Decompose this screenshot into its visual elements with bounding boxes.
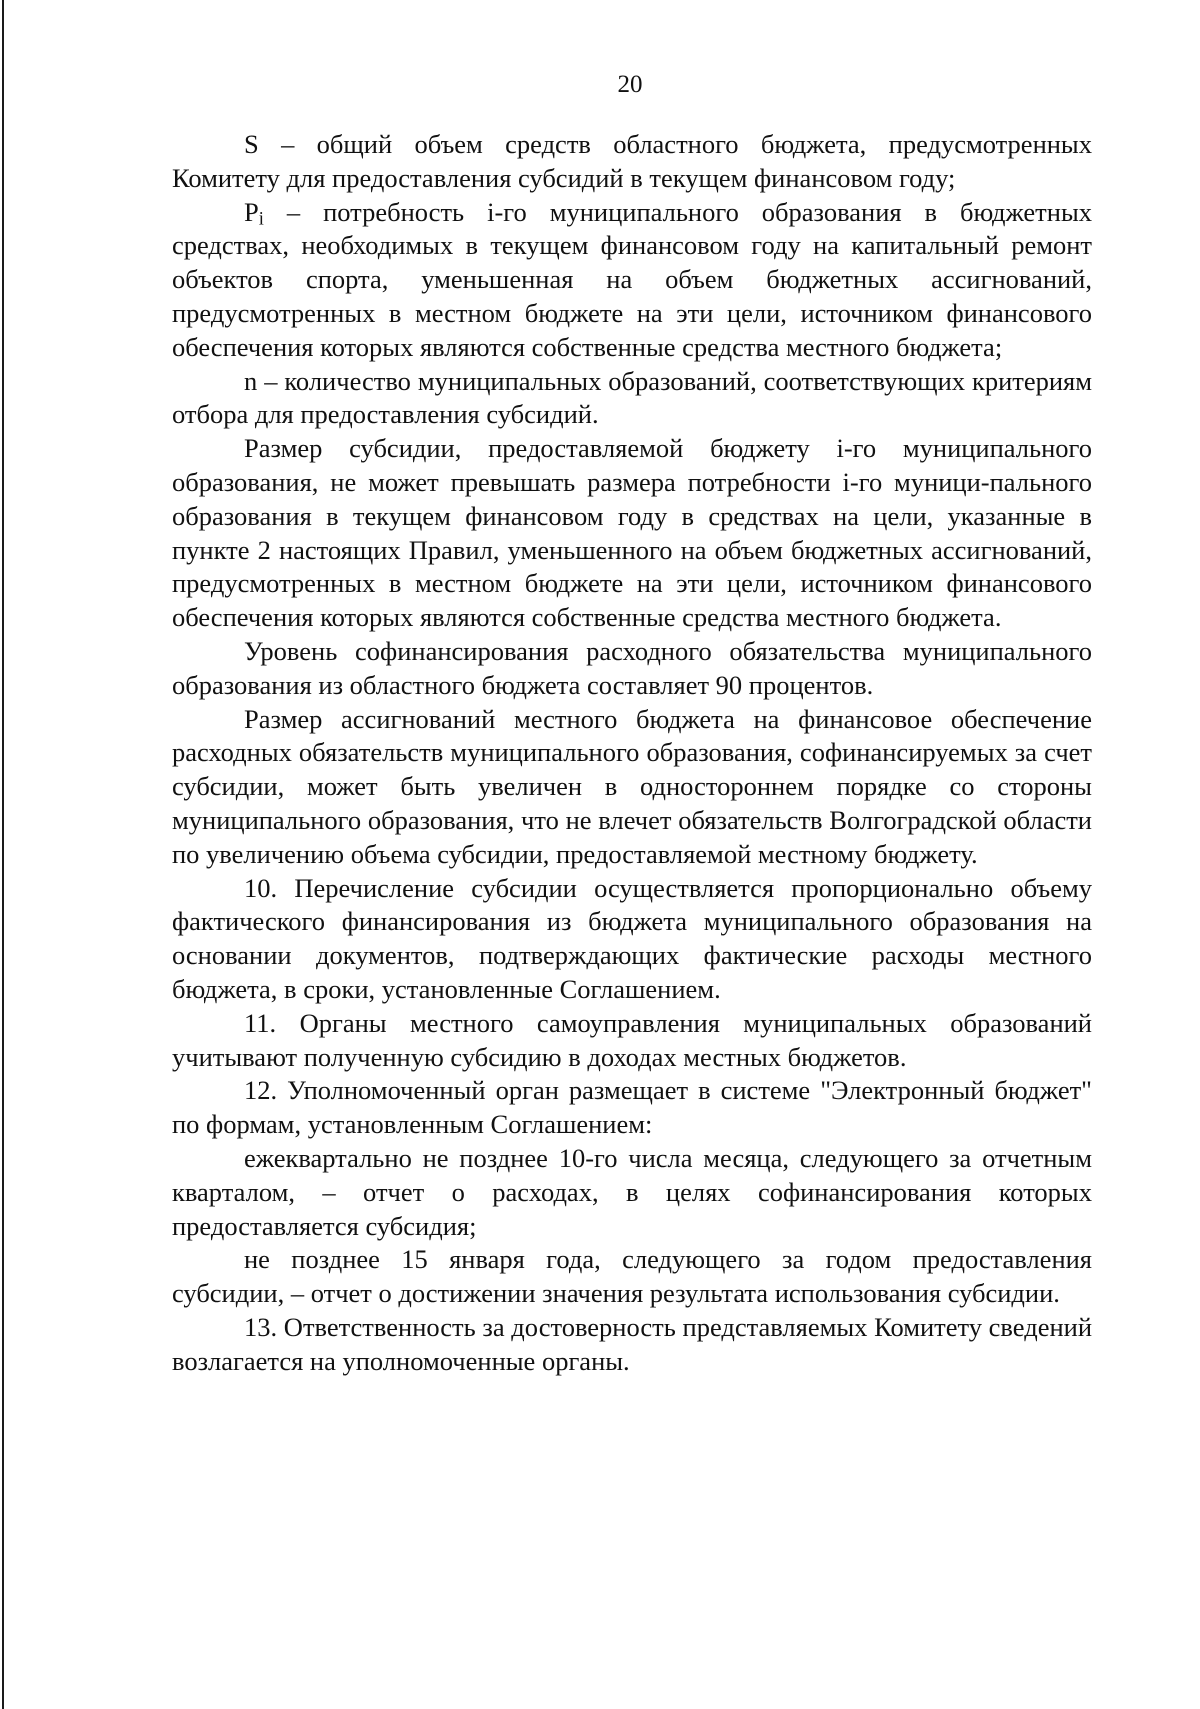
paragraph-clause-12: 12. Уполномоченный орган размещает в системе "Электронный бюджет" по формам, установленным Соглашением: xyxy=(172,1075,1092,1140)
paragraph-n-definition: n – количество муниципальных образований, соответствующих критериям отбора для предоставления субсидий. xyxy=(172,365,1092,430)
pi-subscript: i xyxy=(258,208,264,230)
paragraph-cofinancing-level: Уровень софинансирования расходного обязательства муниципального образования из областного бюджета составляет 90 процентов. xyxy=(172,635,1092,700)
paragraph-annual-report: не позднее 15 января года, следующего за годом предоставления субсидии, – отчет о достижении значения результата использования субсидии. xyxy=(172,1244,1092,1309)
paragraph-clause-13: 13. Ответственность за достоверность представляемых Комитету сведений возлагается на уполномоченные органы. xyxy=(172,1311,1092,1376)
document-body xyxy=(172,128,1092,1378)
page-number: 20 xyxy=(617,71,643,98)
paragraph-s-definition: S – общий объем средств областного бюджета, предусмотренных Комитету для предоставления субсидий в текущем финансовом году; xyxy=(172,129,1092,193)
paragraph-subsidy-size: Размер субсидии, предоставляемой бюджету i-го муниципального образования, не может превышать размера потребности i-го муници-пального образования в текущем финансовом году в средствах на цели, указанные в пункте 2 настоящих Правил, уменьшенного на объем бюджетных ассигнований, предусмотренных в местном бюджете на эти цели, источником финансового обеспечения которых являются собственные средства местного бюджета. xyxy=(172,433,1092,633)
pi-symbol: Pi xyxy=(244,196,264,230)
scan-page-edge xyxy=(2,0,4,1709)
paragraph-local-budget-increase: Размер ассигнований местного бюджета на финансовое обеспечение расходных обязательств муниципального образования, софинансируемых за счет субсидии, может быть увеличен в одностороннем порядке со стороны муниципального образования, что не влечет обязательств Волгоградской области по увеличению объема субсидии, предоставляемой местному бюджету. xyxy=(172,703,1092,869)
paragraph-pi-definition xyxy=(172,196,1092,365)
paragraph-clause-10: 10. Перечисление субсидии осуществляется пропорционально объему фактического финансирования из бюджета муниципального образования на основании документов, подтверждающих фактические расходы местного бюджета, в сроки, установленные Соглашением. xyxy=(172,872,1092,1004)
pi-definition-text: – потребность i-го муниципального образования в бюджетных средствах, необходимых в текущем финансовом году на капитальный ремонт объектов спорта, уменьшенная на объем бюджетных ассигнований, предусмотренных в местном бюджете на эти цели, источником финансового обеспечения которых являются собственные средства местного бюджета; xyxy=(172,196,1092,362)
paragraph-clause-11: 11. Органы местного самоуправления муниципальных образований учитывают полученную субсидию в доходах местных бюджетов. xyxy=(172,1007,1092,1072)
paragraph-quarterly-report: ежеквартально не позднее 10-го числа месяца, следующего за отчетным кварталом, – отчет о расходах, в целях софинансирования которых предоставляется субсидия; xyxy=(172,1142,1092,1241)
